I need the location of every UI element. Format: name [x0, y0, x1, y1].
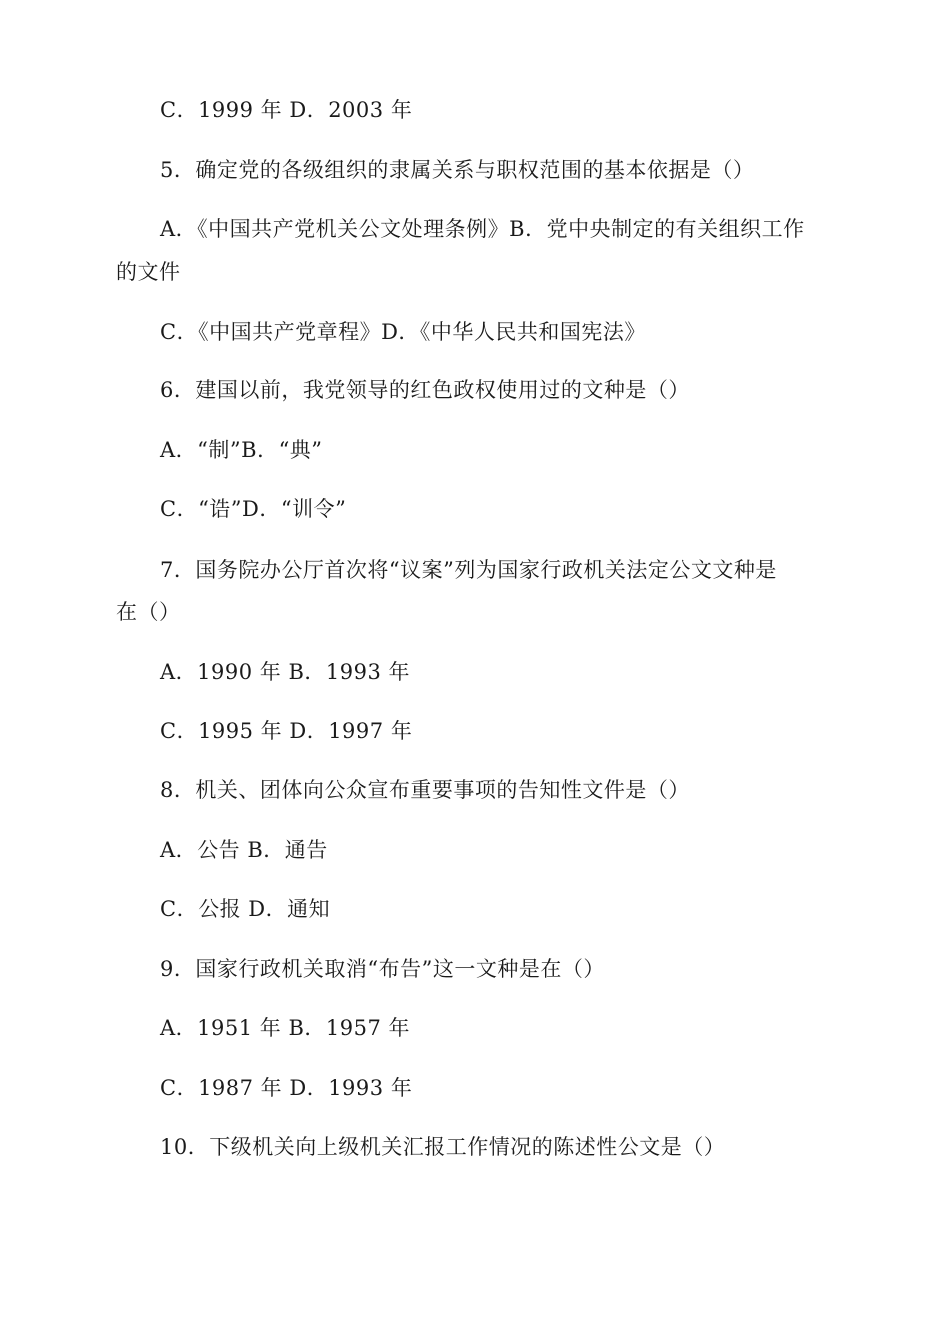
question-9: 9．国家行政机关取消“布告”这一文种是在（） — [160, 957, 605, 981]
question-6-options-cd: C．“诰”D．“训令” — [160, 497, 347, 521]
question-6: 6．建国以前，我党领导的红色政权使用过的文种是（） — [160, 378, 690, 402]
question-8-options-cd: C．公报 D．通知 — [160, 897, 331, 921]
question-9-options-cd: C．1987 年 D．1993 年 — [160, 1076, 413, 1100]
question-5: 5．确定党的各级组织的隶属关系与职权范围的基本依据是（） — [160, 158, 755, 182]
question-9-options-ab: A．1951 年 B．1957 年 — [160, 1016, 411, 1040]
question-10: 10．下级机关向上级机关汇报工作情况的陈述性公文是（） — [160, 1135, 726, 1159]
question-7: 7．国务院办公厅首次将“议案”列为国家行政机关法定公文文种是 — [160, 558, 777, 582]
question-7-options-cd: C．1995 年 D．1997 年 — [160, 719, 413, 743]
question-6-options-ab: A．“制”B．“典” — [160, 438, 323, 462]
question-5-options-cd: C．《中国共产党章程》D．《中华人民共和国宪法》 — [160, 320, 646, 344]
question-8-options-ab: A．公告 B．通告 — [160, 838, 328, 862]
question-5-options-ab: A．《中国共产党机关公文处理条例》B．党中央制定的有关组织工作 — [160, 217, 805, 241]
question-7-options-ab: A．1990 年 B．1993 年 — [160, 660, 411, 684]
question-7-continued: 在（） — [116, 600, 181, 624]
text-line: C．1999 年 D．2003 年 — [160, 98, 413, 122]
question-8: 8．机关、团体向公众宣布重要事项的告知性文件是（） — [160, 778, 690, 802]
question-5-options-ab-continued: 的文件 — [116, 260, 181, 284]
